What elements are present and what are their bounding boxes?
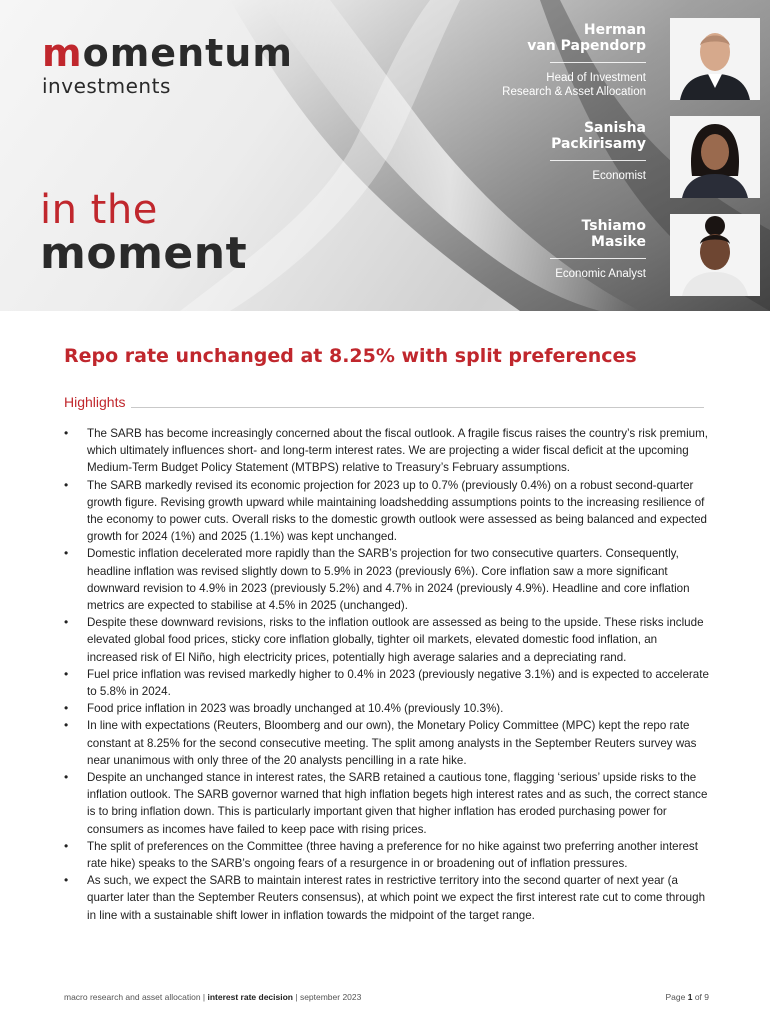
author-role: Economic Analyst bbox=[555, 268, 646, 280]
header-banner bbox=[0, 0, 770, 311]
section-heading bbox=[64, 394, 704, 410]
author-info bbox=[386, 218, 646, 281]
author-name: Sanisha Packirisamy bbox=[551, 120, 646, 152]
masthead-bottom: moment bbox=[40, 228, 248, 279]
list-item: • The SARB has become increasingly concerned about the fiscal outlook. A fragile fiscus raises the country’s risk premium, which ultimately influences short- and long-term interest rates. We are projecting a wider fiscal deficit at the upcoming Medium-Term Budget Policy Statement (MTBPS) relative to Treasury’s February assumptions. bbox=[64, 425, 709, 477]
logo-accent-letter: m bbox=[42, 31, 83, 75]
author-card bbox=[340, 112, 760, 208]
section-heading-label: Highlights bbox=[64, 394, 126, 410]
author-portrait-icon bbox=[670, 116, 760, 198]
page-number: Page 1 of 9 bbox=[665, 992, 709, 1002]
author-photo bbox=[670, 116, 760, 198]
author-divider bbox=[550, 160, 646, 161]
author-divider bbox=[550, 258, 646, 259]
list-item: • Despite an unchanged stance in interest rates, the SARB retained a cautious tone, flagging ‘serious’ upside risks to the inflation outlook. The SARB governor warned that high inflation begets high interest rates and as such, the correct stance is to bring inflation down. This is particularly important given that higher inflation has eroded purchasing power for consumers as incomes have failed to keep pace with rising prices. bbox=[64, 769, 709, 838]
author-portrait-icon bbox=[670, 18, 760, 100]
author-info bbox=[386, 120, 646, 183]
brand-logo bbox=[42, 31, 293, 98]
author-card bbox=[340, 14, 760, 110]
author-portrait-icon bbox=[670, 214, 760, 296]
author-role: Head of Investment Research & Asset Allocation bbox=[502, 72, 646, 98]
author-photo bbox=[670, 18, 760, 100]
list-item: • The split of preferences on the Committee (three having a preference for no hike against two preferring another interest rate hike) speaks to the SARB’s ongoing fears of a resurgence in or broadening out of inflation pressures. bbox=[64, 838, 709, 872]
section-heading-rule bbox=[131, 407, 704, 408]
author-name: Tshiamo Masike bbox=[581, 218, 646, 250]
masthead-top: in the bbox=[40, 187, 158, 233]
list-item: • As such, we expect the SARB to maintain interest rates in restrictive territory into the second quarter of next year (a quarter later than the September Reuters consensus), at which point we expect the first interest rate cut to come through in line with a sustainable shift lower in inflation towards the midpoint of the target range. bbox=[64, 872, 709, 924]
masthead bbox=[40, 187, 248, 279]
list-item: • In line with expectations (Reuters, Bloomberg and our own), the Monetary Policy Committee (MPC) kept the repo rate constant at 8.25% for the second consecutive meeting. The split among analysts in the September Reuters survey was near unanimous with only three of the 20 analysts pencilling in a rate hike. bbox=[64, 717, 709, 769]
page-title: Repo rate unchanged at 8.25% with split preferences bbox=[64, 345, 637, 367]
author-role: Economist bbox=[592, 170, 646, 182]
author-divider bbox=[550, 62, 646, 63]
footer-left: macro research and asset allocation | interest rate decision | september 2023 bbox=[64, 992, 362, 1002]
author-info bbox=[386, 22, 646, 99]
author-list bbox=[340, 14, 760, 308]
author-name: Herman van Papendorp bbox=[527, 22, 646, 54]
logo-wordmark bbox=[42, 31, 293, 75]
list-item: • Food price inflation in 2023 was broadly unchanged at 10.4% (previously 10.3%). bbox=[64, 700, 709, 717]
author-photo bbox=[670, 214, 760, 296]
logo-subtitle: investments bbox=[42, 74, 171, 98]
page-footer bbox=[64, 992, 709, 1002]
highlights-list bbox=[64, 425, 709, 924]
list-item: • Domestic inflation decelerated more rapidly than the SARB’s projection for two consecutive quarters. Consequently, headline inflation was revised slightly down to 5.9% in 2023 (previously 6%). Core inflation saw a more significant downward revision to 4.9% in 2023 (previously 5.2%) and 4.7% in 2024 (previously 4.9%). Headline and core inflation metrics are expected to stabilise at 4.5% in 2025 (unchanged). bbox=[64, 545, 709, 614]
list-item: • Fuel price inflation was revised markedly higher to 0.4% in 2023 (previously negative 3.1%) and is expected to accelerate to 5.8% in 2024. bbox=[64, 666, 709, 700]
list-item: • The SARB markedly revised its economic projection for 2023 up to 0.7% (previously 0.4%) on a robust second-quarter growth figure. Revising growth upward while maintaining loadshedding assumptions points to the increasing resilience of the economy to power cuts. Overall risks to the domestic growth outlook were assessed as being balanced and expected growth for 2024 (1%) and 2025 (1.1%) was kept unchanged. bbox=[64, 477, 709, 546]
logo-wordmark-rest: omentum bbox=[82, 31, 293, 75]
author-card bbox=[340, 210, 760, 306]
list-item: • Despite these downward revisions, risks to the inflation outlook are assessed as being to the upside. These risks include elevated global food prices, sticky core inflation globally, tighter oil markets, elevated domestic food inflation, an increased risk of El Niño, high electricity prices, potentially high average salaries and a depreciating rand. bbox=[64, 614, 709, 666]
